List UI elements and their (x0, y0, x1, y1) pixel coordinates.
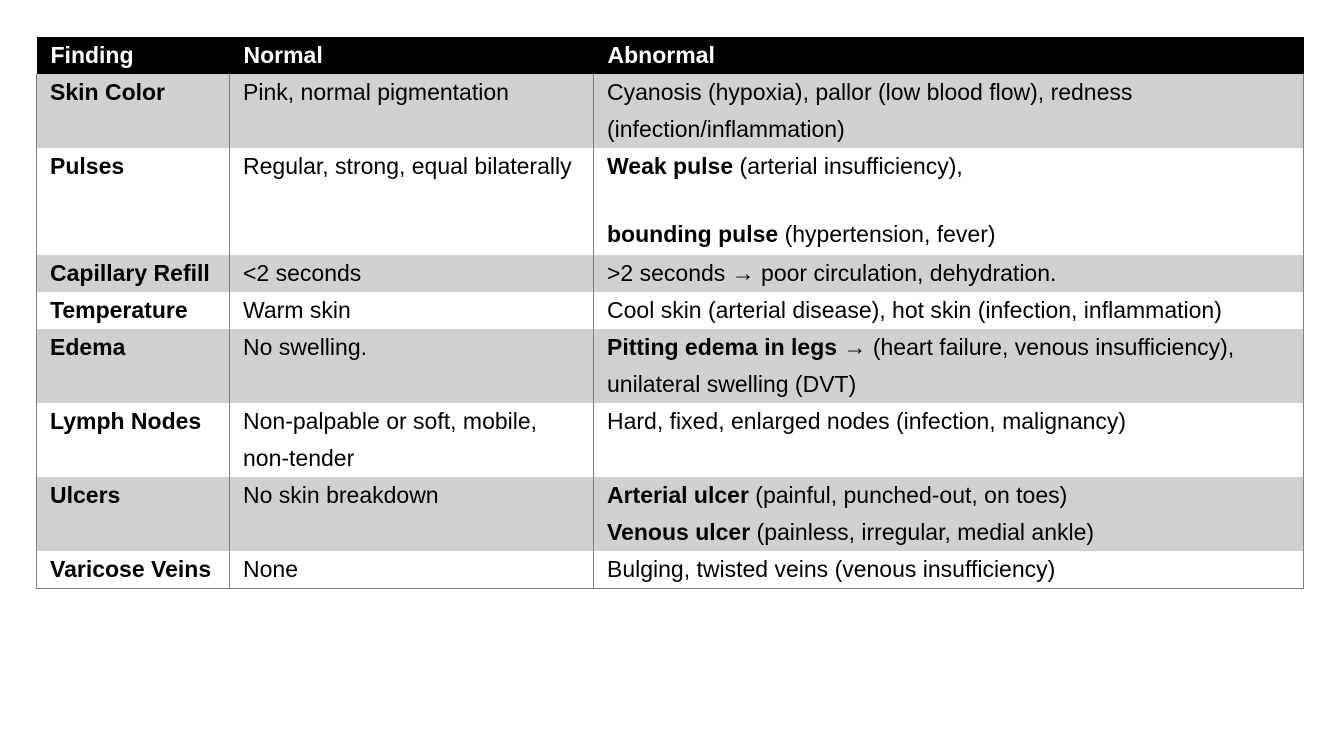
table-row-lymph-nodes (37, 403, 1304, 477)
normal-cell: Pink, normal pigmentation (230, 74, 594, 148)
finding-cell: Capillary Refill (37, 255, 230, 292)
finding-cell: Ulcers (37, 477, 230, 551)
normal-cell: Warm skin (230, 292, 594, 329)
abnormal-cell: >2 seconds → poor circulation, dehydration. (594, 255, 1304, 292)
column-header-finding: Finding (37, 37, 230, 74)
abnormal-cell: Hard, fixed, enlarged nodes (infection, malignancy) (594, 403, 1304, 477)
finding-cell: Temperature (37, 292, 230, 329)
normal-cell: None (230, 551, 594, 589)
abnormal-cell (594, 329, 1304, 403)
document-page (36, 37, 1303, 589)
abnormal-emphasis: Arterial ulcer (607, 482, 749, 508)
normal-cell: Non-palpable or soft, mobile, non-tender (230, 403, 594, 477)
finding-cell: Pulses (37, 148, 230, 255)
abnormal-emphasis: Weak pulse (607, 153, 734, 179)
finding-cell: Lymph Nodes (37, 403, 230, 477)
abnormal-cell (594, 477, 1304, 551)
abnormal-detail: (arterial insufficiency), (733, 153, 963, 179)
abnormal-detail: (heart failure, venous insufficiency), unilateral swelling (DVT) (607, 334, 1235, 397)
column-header-abnormal: Abnormal (594, 37, 1304, 74)
normal-cell: No skin breakdown (230, 477, 594, 551)
abnormal-cell: Cyanosis (hypoxia), pallor (low blood flow), redness (infection/inflammation) (594, 74, 1304, 148)
table-header-row (37, 37, 1304, 74)
table-row-capillary-refill (37, 255, 1304, 292)
finding-cell: Skin Color (37, 74, 230, 148)
abnormal-emphasis: bounding pulse (607, 221, 779, 247)
abnormal-cell: Bulging, twisted veins (venous insufficiency) (594, 551, 1304, 589)
finding-cell: Varicose Veins (37, 551, 230, 589)
abnormal-detail: (painful, punched-out, on toes) (748, 482, 1068, 508)
normal-cell: Regular, strong, equal bilaterally (230, 148, 594, 255)
normal-cell: <2 seconds (230, 255, 594, 292)
table-row-varicose-veins (37, 551, 1304, 589)
abnormal-emphasis: Venous ulcer (607, 519, 751, 545)
finding-cell: Edema (37, 329, 230, 403)
table-row-ulcers (37, 477, 1304, 551)
normal-cell: No swelling. (230, 329, 594, 403)
vascular-findings-table (36, 37, 1304, 589)
table-row-temperature (37, 292, 1304, 329)
abnormal-cell: Cool skin (arterial disease), hot skin (infection, inflammation) (594, 292, 1304, 329)
abnormal-emphasis: Pitting edema in legs → (607, 334, 867, 360)
table-row-edema (37, 329, 1304, 403)
abnormal-detail: (painless, irregular, medial ankle) (750, 519, 1095, 545)
paragraph-spacer (607, 185, 1291, 216)
abnormal-cell (594, 148, 1304, 255)
table-row-skin-color (37, 74, 1304, 148)
table-row-pulses (37, 148, 1304, 255)
abnormal-detail: (hypertension, fever) (778, 221, 996, 247)
column-header-normal: Normal (230, 37, 594, 74)
